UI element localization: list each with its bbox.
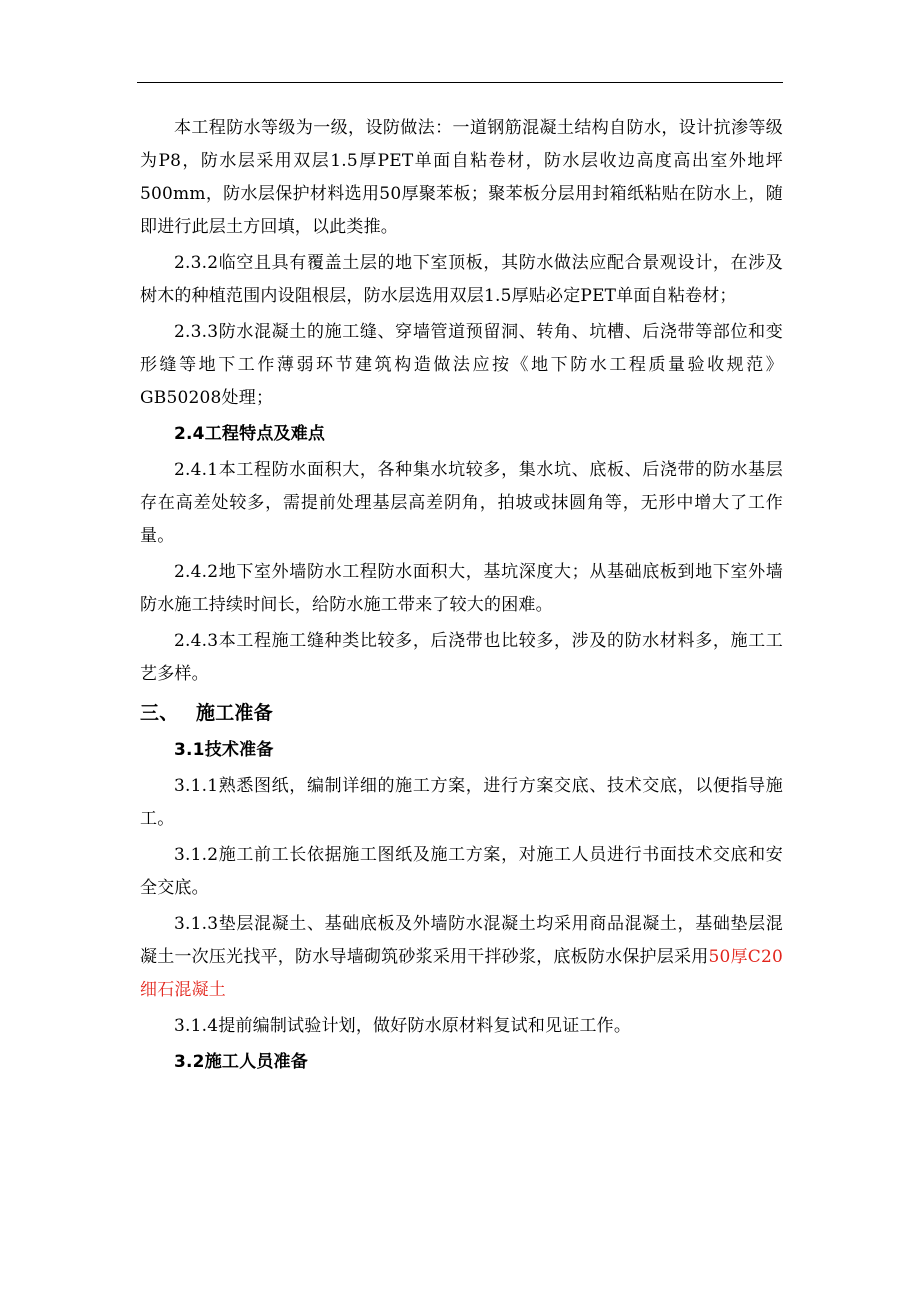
section-heading: 3.2施工人员准备	[174, 1052, 308, 1072]
paragraph: 3.1.1熟悉图纸，编制详细的施工方案，进行方案交底、技术交底，以便指导施工。	[140, 776, 783, 829]
paragraph: 2.4.1本工程防水面积大，各种集水坑较多，集水坑、底板、后浇带的防水基层存在高差处较多，需提前处理基层高差阴角，拍坡或抹圆角等，无形中增大了工作量。	[140, 460, 783, 546]
chapter-number: 三、	[140, 702, 179, 724]
paragraph: 2.3.2临空且具有覆盖土层的地下室顶板，其防水做法应配合景观设计，在涉及树木的种植范围内设阻根层，防水层选用双层1.5厚贴必定PET单面自粘卷材；	[140, 253, 783, 306]
chapter-heading	[140, 697, 783, 730]
paragraph: 2.4.2地下室外墙防水工程防水面积大，基坑深度大；从基础底板到地下室外墙防水施工持续时间长，给防水施工带来了较大的困难。	[140, 562, 783, 615]
header-rule	[137, 82, 783, 83]
section-heading: 2.4工程特点及难点	[174, 424, 326, 444]
paragraph: 2.3.3防水混凝土的施工缝、穿墙管道预留洞、转角、坑槽、后浇带等部位和变形缝等地下工作薄弱环节建筑构造做法应按《地下防水工程质量验收规范》GB50208处理；	[140, 322, 783, 408]
paragraph: 本工程防水等级为一级，设防做法：一道钢筋混凝土结构自防水，设计抗渗等级为P8，防水层采用双层1.5厚PET单面自粘卷材，防水层收边高度高出室外地坪500mm，防水层保护材料选用50厚聚苯板；聚苯板分层用封箱纸粘贴在防水上，随即进行此层土方回填，以此类推。	[140, 118, 783, 237]
paragraph: 2.4.3本工程施工缝种类比较多，后浇带也比较多，涉及的防水材料多，施工工艺多样。	[140, 631, 783, 684]
paragraph: 3.1.2施工前工长依据施工图纸及施工方案，对施工人员进行书面技术交底和安全交底。	[140, 845, 783, 898]
highlighted-text: 50厚C20细石混凝土	[140, 947, 783, 1000]
paragraph: 3.1.4提前编制试验计划，做好防水原材料复试和见证工作。	[174, 1016, 632, 1036]
paragraph	[140, 908, 783, 1007]
section-heading: 3.1技术准备	[174, 740, 274, 760]
document-body	[140, 112, 783, 1082]
chapter-title: 施工准备	[196, 702, 273, 724]
paragraph-text: 3.1.3垫层混凝土、基础底板及外墙防水混凝土均采用商品混凝土，基础垫层混凝土一次压光找平，防水导墙砌筑砂浆采用干拌砂浆，底板防水保护层采用	[140, 914, 783, 967]
